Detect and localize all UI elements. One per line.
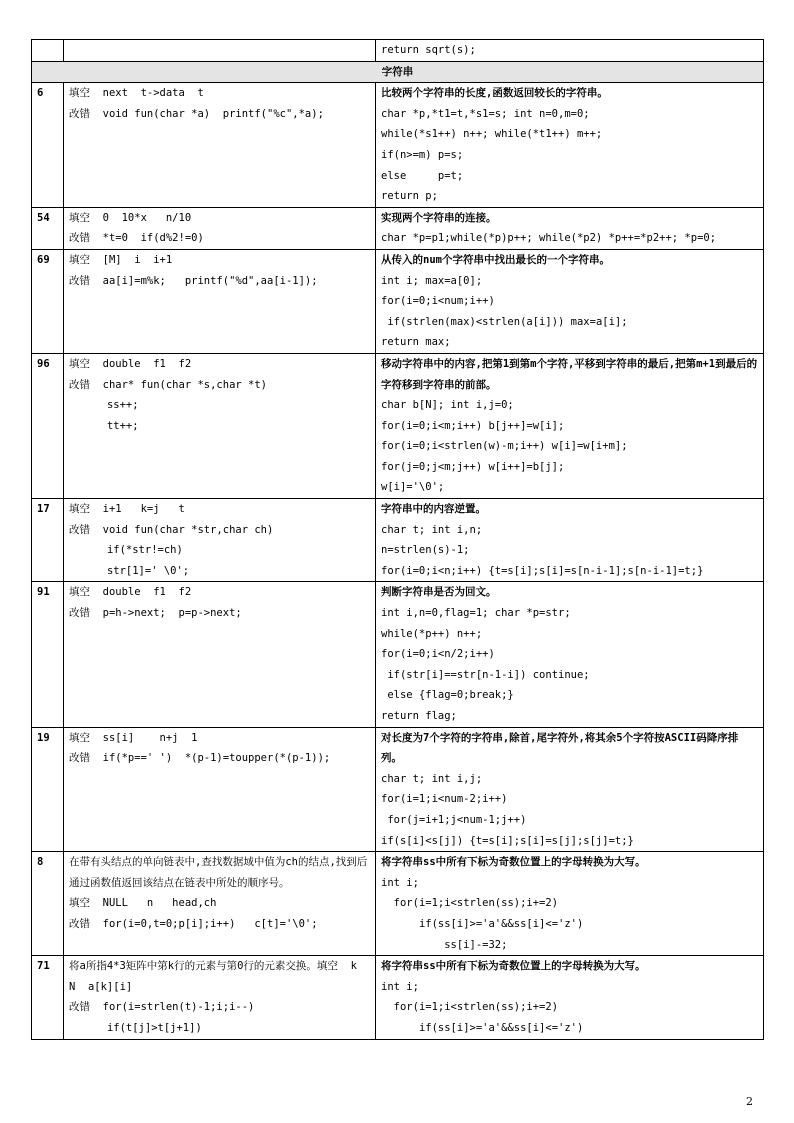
answer-line: 填空 next t->data t bbox=[69, 87, 204, 100]
question-number: 71 bbox=[32, 956, 64, 1039]
question-number: 19 bbox=[32, 727, 64, 852]
code-line: for(i=0;i<strlen(w)-m;i++) w[i]=w[i+m]; bbox=[381, 440, 628, 453]
answer-cell bbox=[64, 582, 376, 727]
question-number: 6 bbox=[32, 83, 64, 208]
task-description: 移动字符串中的内容,把第1到第m个字符,平移到字符串的最后,把第m+1到最后的字符移到字符串的前部。 bbox=[381, 357, 758, 391]
code-line: w[i]='\0'; bbox=[381, 481, 445, 494]
code-line: char t; int i,j; bbox=[381, 772, 483, 785]
program-cell bbox=[376, 852, 764, 956]
question-number: 17 bbox=[32, 499, 64, 582]
task-description: 将字符串ss中所有下标为奇数位置上的字母转换为大写。 bbox=[381, 960, 646, 973]
answer-line: tt++; bbox=[69, 419, 139, 432]
code-line: return p; bbox=[381, 190, 438, 203]
answer-line: 改错 char* fun(char *s,char *t) bbox=[69, 378, 268, 391]
question-number: 8 bbox=[32, 852, 64, 956]
answer-line: 改错 for(i=0,t=0;p[i];i++) c[t]='\0'; bbox=[69, 917, 318, 930]
answer-cell bbox=[64, 83, 376, 208]
code-line: n=strlen(s)-1; bbox=[381, 544, 470, 557]
answer-line: 填空 ss[i] n+j 1 bbox=[69, 731, 198, 744]
answer-cell bbox=[64, 207, 376, 249]
code-line: for(i=1;i<strlen(ss);i+=2) bbox=[381, 1001, 559, 1014]
answer-line: 填空 double f1 f2 bbox=[69, 357, 192, 370]
table-row bbox=[32, 353, 764, 498]
answer-line: 将a所指4*3矩阵中第k行的元素与第0行的元素交换。填空 k N a[k][i] bbox=[69, 960, 370, 993]
program-cell bbox=[376, 353, 764, 498]
answer-line: ss++; bbox=[69, 399, 139, 412]
task-description: 实现两个字符串的连接。 bbox=[381, 211, 497, 224]
code-line: int i,n=0,flag=1; char *p=str; bbox=[381, 607, 571, 620]
code-line: if(strlen(max)<strlen(a[i])) max=a[i]; bbox=[381, 315, 628, 328]
code-line: if(ss[i]>='a'&&ss[i]<='z') bbox=[381, 917, 584, 930]
program-cell bbox=[376, 207, 764, 249]
table-row bbox=[32, 207, 764, 249]
code-line: if(str[i]==str[n-1-i]) continue; bbox=[381, 668, 590, 681]
answer-line: 改错 void fun(char *a) printf("%c",*a); bbox=[69, 107, 324, 120]
program-cell bbox=[376, 499, 764, 582]
table-row bbox=[32, 40, 764, 62]
program-cell bbox=[376, 83, 764, 208]
answer-line: if(t[j]>t[j+1]) bbox=[69, 1021, 202, 1034]
program-cell bbox=[376, 249, 764, 353]
task-description: 判断字符串是否为回文。 bbox=[381, 586, 497, 599]
task-description: 比较两个字符串的长度,函数返回较长的字符串。 bbox=[381, 87, 608, 100]
code-line: for(i=0;i<num;i++) bbox=[381, 295, 495, 308]
answer-cell bbox=[64, 956, 376, 1039]
answer-line: 改错 void fun(char *str,char ch) bbox=[69, 523, 274, 536]
answer-line: 改错 aa[i]=m%k; printf("%d",aa[i-1]); bbox=[69, 274, 318, 287]
question-number: 69 bbox=[32, 249, 64, 353]
code-line: char *p,*t1=t,*s1=s; int n=0,m=0; bbox=[381, 107, 590, 120]
table-row bbox=[32, 499, 764, 582]
code-line: if(s[i]<s[j]) {t=s[i];s[i]=s[j];s[j]=t;} bbox=[381, 834, 634, 847]
answer-line: 改错 p=h->next; p=p->next; bbox=[69, 607, 242, 620]
code-line: char t; int i,n; bbox=[381, 523, 483, 536]
answer-line: 在带有头结点的单向链表中,查找数据域中值为ch的结点,找到后通过函数值返回该结点在链表中所处的顺序号。 bbox=[69, 856, 368, 889]
page-number: 2 bbox=[746, 1095, 753, 1108]
code-line: char *p=p1;while(*p)p++; while(*p2) *p++=*p2++; *p=0; bbox=[381, 232, 717, 245]
section-row bbox=[32, 61, 764, 83]
code-line: while(*p++) n++; bbox=[381, 627, 483, 640]
code-line: int i; bbox=[381, 980, 419, 993]
code-line: for(i=1;i<num-2;i++) bbox=[381, 793, 508, 806]
code-line: else {flag=0;break;} bbox=[381, 689, 514, 702]
code-line: int i; max=a[0]; bbox=[381, 274, 483, 287]
answer-line: 改错 if(*p==' ') *(p-1)=toupper(*(p-1)); bbox=[69, 752, 331, 765]
code-line: for(i=0;i<m;i++) b[j++]=w[i]; bbox=[381, 419, 565, 432]
code-line: return max; bbox=[381, 336, 451, 349]
answer-line: 改错 for(i=strlen(t)-1;i;i--) bbox=[69, 1001, 255, 1014]
code-line: if(ss[i]>='a'&&ss[i]<='z') bbox=[381, 1021, 584, 1034]
code-line: else p=t; bbox=[381, 169, 464, 182]
code-line: for(i=0;i<n/2;i++) bbox=[381, 648, 495, 661]
program-cell bbox=[376, 727, 764, 852]
question-number: 54 bbox=[32, 207, 64, 249]
table-row bbox=[32, 956, 764, 1039]
table-row bbox=[32, 852, 764, 956]
answer-line: 改错 *t=0 if(d%2!=0) bbox=[69, 232, 204, 245]
answer-cell bbox=[64, 353, 376, 498]
table-row bbox=[32, 249, 764, 353]
answer-cell bbox=[64, 852, 376, 956]
code-line: return flag; bbox=[381, 710, 457, 722]
code-line: int i; bbox=[381, 876, 419, 889]
code-line: for(j=i+1;j<num-1;j++) bbox=[381, 813, 527, 826]
answer-line: str[1]=' \0'; bbox=[69, 564, 190, 577]
question-number: 96 bbox=[32, 353, 64, 498]
table-row bbox=[32, 83, 764, 208]
code-line: while(*s1++) n++; while(*t1++) m++; bbox=[381, 128, 603, 141]
answer-table bbox=[31, 39, 764, 1040]
answer-cell bbox=[64, 499, 376, 582]
answer-line: 填空 i+1 k=j t bbox=[69, 503, 185, 516]
answer-cell bbox=[64, 249, 376, 353]
code-line: for(j=0;j<m;j++) w[i++]=b[j]; bbox=[381, 460, 565, 473]
question-number: 91 bbox=[32, 582, 64, 727]
code-line: for(i=1;i<strlen(ss);i+=2) bbox=[381, 897, 559, 910]
answer-line: 填空 0 10*x n/10 bbox=[69, 211, 192, 224]
task-description: 将字符串ss中所有下标为奇数位置上的字母转换为大写。 bbox=[381, 856, 646, 869]
task-description: 从传入的num个字符串中找出最长的一个字符串。 bbox=[381, 253, 610, 266]
section-header: 字符串 bbox=[32, 61, 764, 83]
answer-line: 填空 NULL n head,ch bbox=[69, 897, 217, 910]
task-description: 对长度为7个字符的字符串,除首,尾字符外,将其余5个字符按ASCII码降序排列。 bbox=[381, 731, 739, 765]
code-line: return sqrt(s); bbox=[381, 44, 476, 56]
program-cell bbox=[376, 582, 764, 727]
code-line: if(n>=m) p=s; bbox=[381, 148, 464, 161]
table-row bbox=[32, 727, 764, 852]
program-cell bbox=[376, 956, 764, 1039]
task-description: 字符串中的内容逆置。 bbox=[381, 503, 486, 516]
answer-line: 填空 double f1 f2 bbox=[69, 586, 192, 599]
code-line: ss[i]-=32; bbox=[381, 938, 508, 951]
answer-line: if(*str!=ch) bbox=[69, 544, 183, 557]
answer-cell bbox=[64, 727, 376, 852]
table-row bbox=[32, 582, 764, 727]
code-line: char b[N]; int i,j=0; bbox=[381, 399, 514, 412]
code-line: for(i=0;i<n;i++) {t=s[i];s[i]=s[n-i-1];s[n-i-1]=t;} bbox=[381, 564, 704, 577]
answer-line: 填空 [M] i i+1 bbox=[69, 253, 173, 266]
